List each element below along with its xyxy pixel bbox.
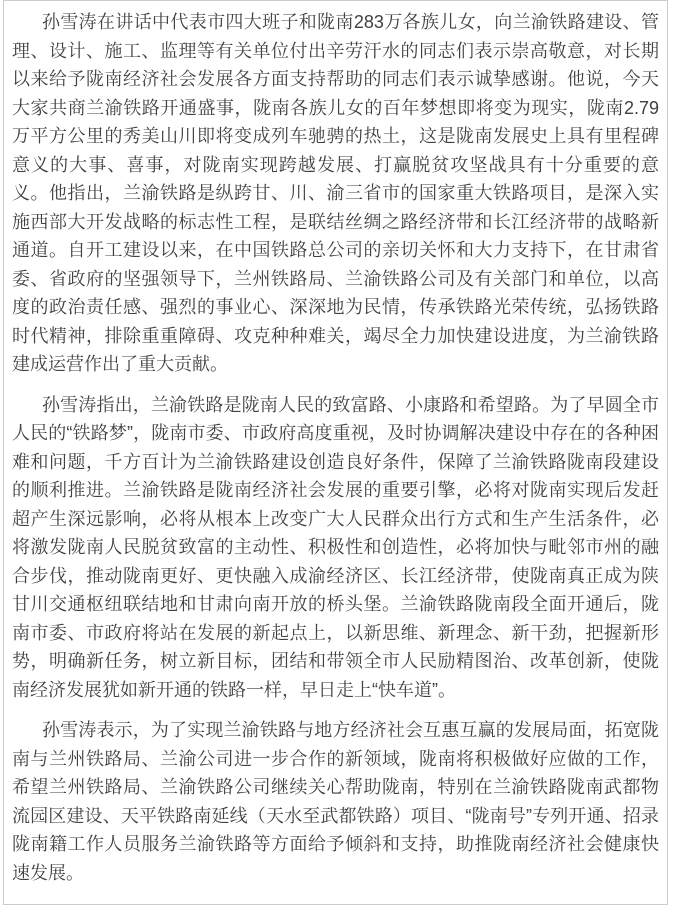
- article-paragraph-3: 孙雪涛表示，为了实现兰渝铁路与地方经济社会互惠互赢的发展局面，拓宽陇南与兰州铁路局、兰渝公司进一步合作的新领域，陇南将积极做好应做的工作，希望兰州铁路局、兰渝铁路公司继续关心帮助陇南，特别在兰渝铁路陇南武都物流园区建设、天平铁路南延线（天水至武都铁路）项目、“陇南号”专列开通、招录陇南籍工作人员服务兰渝铁路等方面给予倾斜和支持，助推陇南经济社会健康快速发展。: [12, 720, 659, 883]
- article-paragraph-2: 孙雪涛指出，兰渝铁路是陇南人民的致富路、小康路和希望路。为了早圆全市人民的“铁路梦”，陇南市委、市政府高度重视，及时协调解决建设中存在的各种困难和问题，千方百计为兰渝铁路建设创造良好条件，保障了兰渝铁路陇南段建设的顺利推进。兰渝铁路是陇南经济社会发展的重要引擎，必将对陇南实现后发赶超产生深远影响，必将从根本上改变广大人民群众出行方式和生产生活条件，必将激发陇南人民脱贫致富的主动性、积极性和创造性，必将加快与毗邻市州的融合步伐，推动陇南更好、更快融入成渝经济区、长江经济带，使陇南真正成为陕甘川交通枢纽联结地和甘肃向南开放的桥头堡。兰渝铁路陇南段全面开通后，陇南市委、市政府将站在发展的新起点上，以新思维、新理念、新干劲，把握新形势，明确新任务，树立新目标，团结和带领全市人民励精图治、改革创新，使陇南经济发展犹如新开通的铁路一样，早日走上“快车道”。: [12, 394, 659, 700]
- article-paragraph-1: 孙雪涛在讲话中代表市四大班子和陇南283万各族儿女，向兰渝铁路建设、管理、设计、施工、监理等有关单位付出辛劳汗水的同志们表示崇高敬意，对长期以来给予陇南经济社会发展各方面支持帮助的同志们表示诚挚感谢。他说，今天大家共商兰渝铁路开通盛事，陇南各族儿女的百年梦想即将变为现实，陇南2.79万平方公里的秀美山川即将变成列车驰骋的热土，这是陇南发展史上具有里程碑意义的大事、喜事，对陇南实现跨越发展、打赢脱贫攻坚战具有十分重要的意义。他指出，兰渝铁路是纵跨甘、川、渝三省市的国家重大铁路项目，是深入实施西部大开发战略的标志性工程，是联结丝绸之路经济带和长江经济带的战略新通道。自开工建设以来，在中国铁路总公司的亲切关怀和大力支持下，在甘肃省委、省政府的坚强领导下，兰州铁路局、兰渝铁路公司及有关部门和单位，以高度的政治责任感、强烈的事业心、深深地为民情，传承铁路光荣传统，弘扬铁路时代精神，排除重重障碍、攻克种种难关，竭尽全力加快建设进度，为兰渝铁路建成运营作出了重大贡献。: [12, 12, 659, 374]
- article-body: [3, 0, 668, 905]
